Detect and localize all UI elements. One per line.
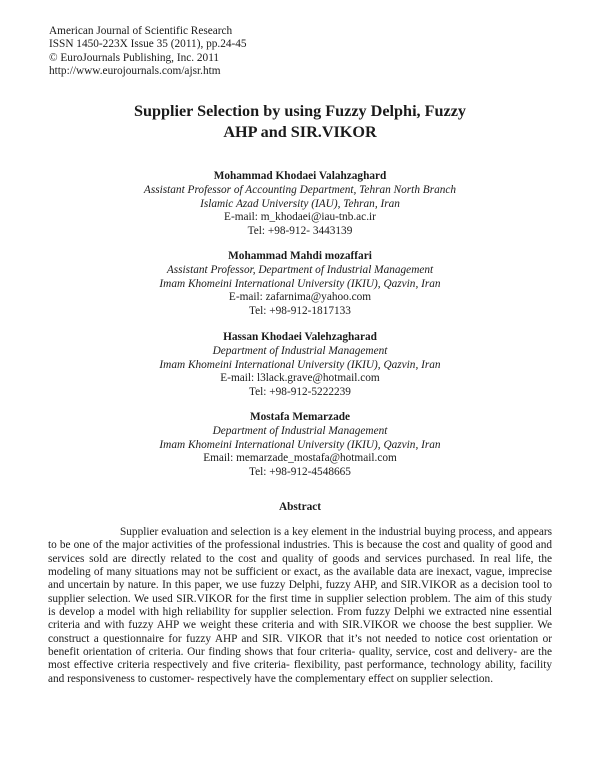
author-affiliation: Department of Industrial Management [212, 424, 388, 437]
author-affiliation: Department of Industrial Management [212, 344, 388, 357]
paper-title [0, 101, 600, 143]
journal-copyright: © EuroJournals Publishing, Inc. 2011 [49, 51, 220, 64]
journal-name: American Journal of Scientific Research [49, 25, 233, 37]
abstract-body [48, 526, 552, 686]
journal-url: http://www.eurojournals.com/ajsr.htm [49, 65, 221, 78]
author-tel: Tel: +98-912-1817133 [249, 305, 351, 318]
author-name: Hassan Khodaei Valehzagharad [223, 331, 377, 343]
author-affiliation: Assistant Professor of Accounting Department, Tehran North Branch [143, 183, 457, 196]
author-affiliation-institution: Imam Khomeini International University (IKIU), Qazvin, Iran [159, 438, 441, 451]
abstract-paragraph: Supplier evaluation and selection is a key element in the industrial buying process, and appears to be one of the major activities of the professional industries. This is because the cost and quality of good and services sold are directly related to the cost and quality of goods and services purchased. In real life, the modeling of many situations may not be sufficient or exact, as the available data are inexact, vague, imprecise and uncertain by nature. In this paper, we use fuzzy Delphi, fuzzy AHP, and SIR.VIKOR as a decision tool to supplier selection. We used SIR.VIKOR for the first time in supplier selection problem. The aim of this study is develop a model with high reliability for supplier selection. From fuzzy Delphi we extracted nine essential criteria and with fuzzy AHP we weight these criteria and with SIR.VIKOR we choose the best supplier. We construct a questionnaire for fuzzy AHP and SIR. VIKOR that it’s not needed to notice cost orientation or benefit orientation of criteria. Our finding shows that four criteria- quality, service, cost and delivery- are the most effective criteria respectively and five criteria- flexibility, past performance, technology ability, facility and responsiveness to customer- respectively have the complementary effect on supplier selection. [48, 526, 552, 685]
journal-issn: ISSN 1450-223X Issue 35 (2011), pp.24-45 [49, 38, 247, 51]
abstract-heading: Abstract [278, 501, 322, 513]
author-email: E-mail: m_khodaei@iau-tnb.ac.ir [224, 211, 376, 224]
author-tel: Tel: +98-912-4548665 [249, 466, 351, 479]
author-block-2 [0, 250, 600, 319]
author-email: Email: memarzade_mostafa@hotmail.com [203, 452, 397, 465]
author-tel: Tel: +98-912- 3443139 [247, 225, 353, 238]
author-affiliation: Assistant Professor, Department of Industrial Management [166, 263, 434, 276]
author-affiliation-institution: Islamic Azad University (IAU), Tehran, Iran [200, 197, 400, 210]
author-name: Mostafa Memarzade [249, 411, 351, 423]
author-name: Mohammad Mahdi mozaffari [228, 250, 372, 262]
author-email: E-mail: l3lack.grave@hotmail.com [220, 372, 380, 385]
author-name: Mohammad Khodaei Valahzaghard [213, 170, 387, 182]
author-block-1 [0, 170, 600, 239]
paper-title-line2: AHP and SIR.VIKOR [223, 123, 377, 141]
author-email: E-mail: zafarnima@yahoo.com [228, 291, 372, 304]
journal-header [49, 25, 247, 79]
author-block-4 [0, 411, 600, 480]
author-affiliation-institution: Imam Khomeini International University (IKIU), Qazvin, Iran [159, 358, 441, 371]
author-tel: Tel: +98-912-5222239 [249, 386, 351, 399]
paper-title-line1: Supplier Selection by using Fuzzy Delphi, Fuzzy [133, 102, 467, 120]
author-block-3 [0, 331, 600, 400]
author-affiliation-institution: Imam Khomeini International University (IKIU), Qazvin, Iran [159, 277, 441, 290]
